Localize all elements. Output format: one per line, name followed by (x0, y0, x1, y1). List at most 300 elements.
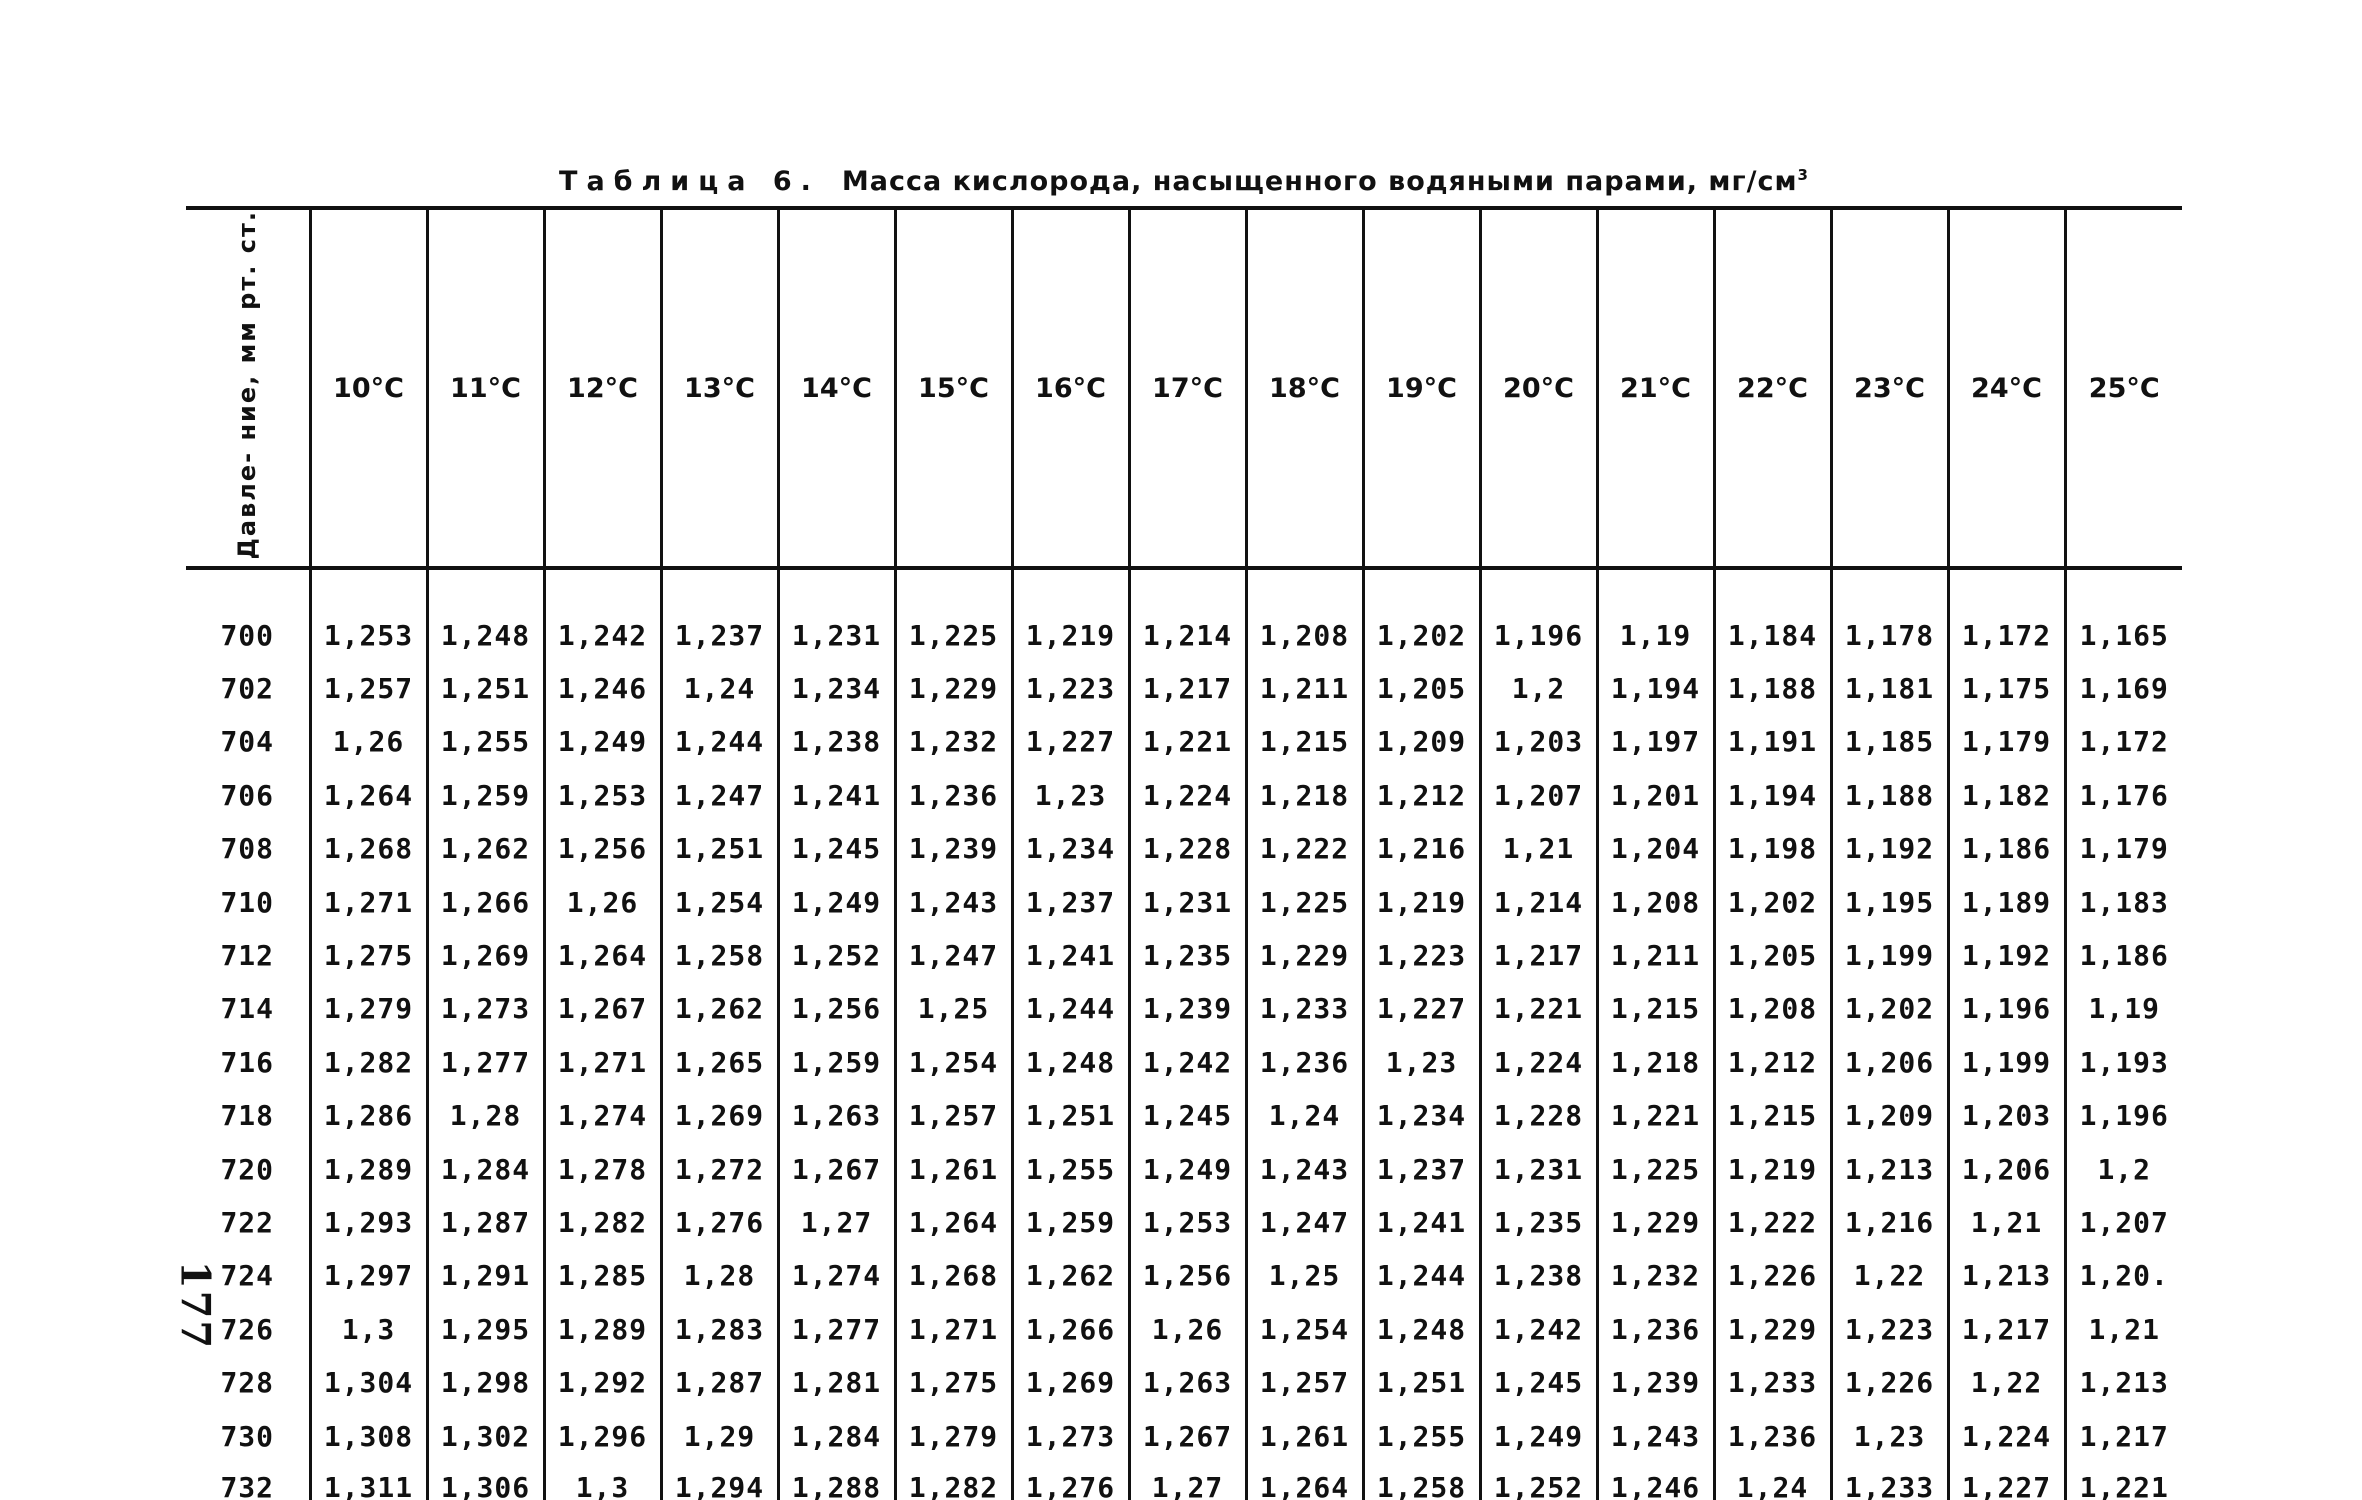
table-row (186, 982, 2182, 1035)
mass-value-cell: 1,259 (1012, 1196, 1129, 1249)
mass-value-cell: 1,244 (661, 715, 778, 768)
pressure-cell: 708 (220, 832, 275, 866)
mass-value-cell: 1,188 (1714, 662, 1831, 715)
mass-value-cell: 1,292 (544, 1356, 661, 1409)
mass-value-cell: 1,231 (1480, 1142, 1597, 1195)
mass-value-cell: 1,172 (1948, 608, 2065, 661)
mass-value-cell: 1,208 (1714, 982, 1831, 1035)
mass-value-cell: 1,217 (2065, 1409, 2182, 1462)
mass-value-cell: 1,256 (778, 982, 895, 1035)
mass-value-cell: 1,276 (661, 1196, 778, 1249)
mass-value-cell: 1,265 (661, 1036, 778, 1089)
mass-value-cell: 1,234 (778, 662, 895, 715)
mass-value-cell: 1,225 (1246, 875, 1363, 928)
mass-value-cell: 1,183 (2065, 875, 2182, 928)
mass-value-cell: 1,283 (661, 1303, 778, 1356)
mass-value-cell: 1,188 (1831, 769, 1948, 822)
mass-value-cell: 1,242 (1480, 1303, 1597, 1356)
mass-value-cell: 1,222 (1246, 822, 1363, 875)
mass-value-cell: 1,255 (427, 715, 544, 768)
mass-value-cell: 1,194 (1597, 662, 1714, 715)
table-row (186, 1356, 2182, 1409)
oxygen-mass-table (186, 206, 2182, 1500)
mass-value-cell: 1,258 (661, 929, 778, 982)
mass-value-cell: 1,248 (427, 608, 544, 661)
mass-value-cell: 1,205 (1363, 662, 1480, 715)
mass-value-cell: 1,185 (1831, 715, 1948, 768)
mass-value-cell: 1,226 (1831, 1356, 1948, 1409)
mass-value-cell: 1,184 (1714, 608, 1831, 661)
mass-value-cell: 1,277 (778, 1303, 895, 1356)
mass-value-cell: 1,251 (1012, 1089, 1129, 1142)
mass-value-cell: 1,22 (1831, 1249, 1948, 1302)
mass-value-cell: 1,211 (1597, 929, 1714, 982)
mass-value-cell: 1,291 (427, 1249, 544, 1302)
mass-value-cell: 1,202 (1714, 875, 1831, 928)
mass-value-cell: 1,27 (778, 1196, 895, 1249)
pressure-cell: 710 (220, 885, 275, 919)
mass-value-cell: 1,213 (1948, 1249, 2065, 1302)
table-row (186, 822, 2182, 875)
mass-value-cell: 1,249 (1480, 1409, 1597, 1462)
pressure-cell: 712 (220, 939, 275, 973)
table-row (186, 769, 2182, 822)
mass-value-cell: 1,252 (778, 929, 895, 982)
mass-value-cell: 1,241 (778, 769, 895, 822)
mass-value-cell: 1,24 (661, 662, 778, 715)
mass-value-cell: 1,246 (544, 662, 661, 715)
mass-value-cell: 1,169 (2065, 662, 2182, 715)
mass-value-cell: 1,258 (1363, 1463, 1480, 1500)
mass-value-cell: 1,229 (895, 662, 1012, 715)
mass-value-cell: 1,199 (1948, 1036, 2065, 1089)
pressure-cell: 726 (220, 1312, 275, 1346)
mass-value-cell: 1,231 (778, 608, 895, 661)
mass-value-cell: 1,196 (2065, 1089, 2182, 1142)
page-number: 177 (171, 1260, 219, 1351)
mass-value-cell: 1,217 (1129, 662, 1246, 715)
table-row (186, 662, 2182, 715)
mass-value-cell: 1,223 (1363, 929, 1480, 982)
pressure-cell: 722 (220, 1205, 275, 1239)
mass-value-cell: 1,204 (1597, 822, 1714, 875)
table-row (186, 1089, 2182, 1142)
mass-value-cell: 1,232 (895, 715, 1012, 768)
mass-value-cell: 1,234 (1012, 822, 1129, 875)
mass-value-cell: 1,233 (1714, 1356, 1831, 1409)
mass-value-cell: 1,26 (1129, 1303, 1246, 1356)
pressure-cell: 720 (220, 1152, 275, 1186)
mass-value-cell: 1,212 (1363, 769, 1480, 822)
temperature-header: 21°C (1597, 208, 1714, 568)
mass-value-cell: 1,253 (310, 608, 427, 661)
pressure-cell: 718 (220, 1099, 275, 1133)
mass-value-cell: 1,248 (1012, 1036, 1129, 1089)
pressure-cell: 716 (220, 1045, 275, 1079)
mass-value-cell: 1,206 (1948, 1142, 2065, 1195)
mass-value-cell: 1,197 (1597, 715, 1714, 768)
mass-value-cell: 1,218 (1246, 769, 1363, 822)
pressure-cell: 724 (220, 1259, 275, 1293)
pressure-header-label: Давле- ние, мм рт. ст. (232, 210, 261, 560)
mass-value-cell: 1,3 (544, 1463, 661, 1500)
mass-value-cell: 1,238 (778, 715, 895, 768)
mass-value-cell: 1,175 (1948, 662, 2065, 715)
mass-value-cell: 1,243 (1246, 1142, 1363, 1195)
mass-value-cell: 1,214 (1480, 875, 1597, 928)
mass-value-cell: 1,297 (310, 1249, 427, 1302)
pressure-cell: 728 (220, 1366, 275, 1400)
mass-value-cell: 1,233 (1831, 1463, 1948, 1500)
mass-value-cell: 1,203 (1948, 1089, 2065, 1142)
mass-value-cell: 1,243 (1597, 1409, 1714, 1462)
mass-value-cell: 1,215 (1714, 1089, 1831, 1142)
mass-value-cell: 1,274 (778, 1249, 895, 1302)
mass-value-cell: 1,263 (1129, 1356, 1246, 1409)
mass-value-cell: 1,199 (1831, 929, 1948, 982)
mass-value-cell: 1,216 (1831, 1196, 1948, 1249)
mass-value-cell: 1,272 (661, 1142, 778, 1195)
mass-value-cell: 1,279 (895, 1409, 1012, 1462)
mass-value-cell: 1,262 (1012, 1249, 1129, 1302)
mass-value-cell: 1,213 (1831, 1142, 1948, 1195)
mass-value-cell: 1,266 (427, 875, 544, 928)
mass-value-cell: 1,247 (661, 769, 778, 822)
mass-value-cell: 1,267 (1129, 1409, 1246, 1462)
mass-value-cell: 1,256 (544, 822, 661, 875)
mass-value-cell: 1,198 (1714, 822, 1831, 875)
mass-value-cell: 1,207 (2065, 1196, 2182, 1249)
mass-value-cell: 1,295 (427, 1303, 544, 1356)
mass-value-cell: 1,25 (1246, 1249, 1363, 1302)
mass-value-cell: 1,247 (895, 929, 1012, 982)
mass-value-cell: 1,186 (2065, 929, 2182, 982)
header-row (186, 208, 2182, 568)
mass-value-cell: 1,215 (1246, 715, 1363, 768)
mass-value-cell: 1,288 (778, 1463, 895, 1500)
mass-value-cell: 1,274 (544, 1089, 661, 1142)
table-row (186, 929, 2182, 982)
mass-value-cell: 1,267 (544, 982, 661, 1035)
mass-value-cell: 1,221 (1480, 982, 1597, 1035)
mass-value-cell: 1,259 (427, 769, 544, 822)
mass-value-cell: 1,255 (1012, 1142, 1129, 1195)
mass-value-cell: 1,202 (1831, 982, 1948, 1035)
mass-value-cell: 1,237 (1363, 1142, 1480, 1195)
mass-value-cell: 1,209 (1363, 715, 1480, 768)
mass-value-cell: 1,276 (1012, 1463, 1129, 1500)
temperature-header: 13°C (661, 208, 778, 568)
mass-value-cell: 1,172 (2065, 715, 2182, 768)
mass-value-cell: 1,3 (310, 1303, 427, 1356)
mass-value-cell: 1,225 (895, 608, 1012, 661)
mass-value-cell: 1,224 (1129, 769, 1246, 822)
mass-value-cell: 1,257 (1246, 1356, 1363, 1409)
mass-value-cell: 1,249 (778, 875, 895, 928)
table-row (186, 1409, 2182, 1462)
mass-value-cell: 1,23 (1831, 1409, 1948, 1462)
mass-value-cell: 1,19 (2065, 982, 2182, 1035)
mass-value-cell: 1,236 (1597, 1303, 1714, 1356)
mass-value-cell: 1,275 (895, 1356, 1012, 1409)
mass-value-cell: 1,232 (1597, 1249, 1714, 1302)
mass-value-cell: 1,245 (778, 822, 895, 875)
mass-value-cell: 1,241 (1012, 929, 1129, 982)
mass-value-cell: 1,219 (1714, 1142, 1831, 1195)
table-body (186, 568, 2182, 1500)
pressure-cell: 702 (220, 672, 275, 706)
mass-value-cell: 1,254 (661, 875, 778, 928)
mass-value-cell: 1,29 (661, 1409, 778, 1462)
mass-value-cell: 1,273 (1012, 1409, 1129, 1462)
mass-value-cell: 1,248 (1363, 1303, 1480, 1356)
mass-value-cell: 1,229 (1246, 929, 1363, 982)
temperature-header: 19°C (1363, 208, 1480, 568)
mass-value-cell: 1,269 (661, 1089, 778, 1142)
mass-value-cell: 1,227 (1012, 715, 1129, 768)
mass-value-cell: 1,28 (661, 1249, 778, 1302)
mass-value-cell: 1,21 (1480, 822, 1597, 875)
mass-value-cell: 1,253 (544, 769, 661, 822)
table-row (186, 1036, 2182, 1089)
mass-value-cell: 1,278 (544, 1142, 661, 1195)
pressure-cell: 714 (220, 992, 275, 1026)
mass-value-cell: 1,264 (310, 769, 427, 822)
temperature-header: 18°C (1246, 208, 1363, 568)
mass-value-cell: 1,221 (1597, 1089, 1714, 1142)
mass-value-cell: 1,239 (1129, 982, 1246, 1035)
mass-value-cell: 1,237 (1012, 875, 1129, 928)
mass-value-cell: 1,284 (427, 1142, 544, 1195)
mass-value-cell: 1,22 (1948, 1356, 2065, 1409)
mass-value-cell: 1,251 (427, 662, 544, 715)
mass-value-cell: 1,221 (1129, 715, 1246, 768)
mass-value-cell: 1,208 (1597, 875, 1714, 928)
mass-value-cell: 1,192 (1948, 929, 2065, 982)
mass-value-cell: 1,27 (1129, 1463, 1246, 1500)
mass-value-cell: 1,23 (1012, 769, 1129, 822)
mass-value-cell: 1,269 (427, 929, 544, 982)
mass-value-cell: 1,236 (895, 769, 1012, 822)
table-title (186, 166, 2182, 197)
mass-value-cell: 1,223 (1012, 662, 1129, 715)
mass-value-cell: 1,304 (310, 1356, 427, 1409)
mass-value-cell: 1,239 (895, 822, 1012, 875)
mass-value-cell: 1,228 (1480, 1089, 1597, 1142)
mass-value-cell: 1,25 (895, 982, 1012, 1035)
mass-value-cell: 1,201 (1597, 769, 1714, 822)
table-caption: Масса кислорода, насыщенного водяными парами, мг/см (841, 166, 1798, 197)
mass-value-cell: 1,246 (1597, 1463, 1714, 1500)
mass-value-cell: 1,262 (661, 982, 778, 1035)
mass-value-cell: 1,229 (1714, 1303, 1831, 1356)
mass-value-cell: 1,24 (1714, 1463, 1831, 1500)
table-row (186, 1196, 2182, 1249)
mass-value-cell: 1,282 (544, 1196, 661, 1249)
mass-value-cell: 1,224 (1948, 1409, 2065, 1462)
mass-value-cell: 1,219 (1012, 608, 1129, 661)
mass-value-cell: 1,289 (310, 1142, 427, 1195)
mass-value-cell: 1,308 (310, 1409, 427, 1462)
mass-value-cell: 1,281 (778, 1356, 895, 1409)
mass-value-cell: 1,20. (2065, 1249, 2182, 1302)
mass-value-cell: 1,277 (427, 1036, 544, 1089)
mass-value-cell: 1,253 (1129, 1196, 1246, 1249)
pressure-cell: 700 (220, 618, 275, 652)
mass-value-cell: 1,264 (895, 1196, 1012, 1249)
mass-value-cell: 1,245 (1480, 1356, 1597, 1409)
mass-value-cell: 1,302 (427, 1409, 544, 1462)
mass-value-cell: 1,178 (1831, 608, 1948, 661)
mass-value-cell: 1,254 (895, 1036, 1012, 1089)
mass-value-cell: 1,235 (1480, 1196, 1597, 1249)
temperature-header: 23°C (1831, 208, 1948, 568)
mass-value-cell: 1,165 (2065, 608, 2182, 661)
mass-value-cell: 1,2 (1480, 662, 1597, 715)
mass-value-cell: 1,286 (310, 1089, 427, 1142)
mass-value-cell: 1,179 (1948, 715, 2065, 768)
mass-value-cell: 1,244 (1012, 982, 1129, 1035)
mass-value-cell: 1,239 (1597, 1356, 1714, 1409)
mass-value-cell: 1,203 (1480, 715, 1597, 768)
mass-value-cell: 1,257 (310, 662, 427, 715)
mass-value-cell: 1,218 (1597, 1036, 1714, 1089)
pressure-cell: 706 (220, 778, 275, 812)
mass-value-cell: 1,24 (1246, 1089, 1363, 1142)
mass-value-cell: 1,23 (1363, 1036, 1480, 1089)
mass-value-cell: 1,241 (1363, 1196, 1480, 1249)
mass-value-cell: 1,255 (1363, 1409, 1480, 1462)
mass-value-cell: 1,207 (1480, 769, 1597, 822)
mass-value-cell: 1,289 (544, 1303, 661, 1356)
mass-value-cell: 1,275 (310, 929, 427, 982)
mass-value-cell: 1,269 (1012, 1356, 1129, 1409)
mass-value-cell: 1,242 (544, 608, 661, 661)
mass-value-cell: 1,261 (1246, 1409, 1363, 1462)
mass-value-cell: 1,284 (778, 1409, 895, 1462)
mass-value-cell: 1,279 (310, 982, 427, 1035)
mass-value-cell: 1,181 (1831, 662, 1948, 715)
mass-value-cell: 1,208 (1246, 608, 1363, 661)
mass-value-cell: 1,215 (1597, 982, 1714, 1035)
mass-value-cell: 1,245 (1129, 1089, 1246, 1142)
mass-value-cell: 1,298 (427, 1356, 544, 1409)
mass-value-cell: 1,282 (310, 1036, 427, 1089)
mass-value-cell: 1,282 (895, 1463, 1012, 1500)
mass-value-cell: 1,176 (2065, 769, 2182, 822)
mass-value-cell: 1,264 (544, 929, 661, 982)
temperature-header: 22°C (1714, 208, 1831, 568)
mass-value-cell: 1,209 (1831, 1089, 1948, 1142)
mass-value-cell: 1,254 (1246, 1303, 1363, 1356)
mass-value-cell: 1,238 (1480, 1249, 1597, 1302)
table-label: Таблица 6. (559, 166, 820, 197)
mass-value-cell: 1,196 (1948, 982, 2065, 1035)
mass-value-cell: 1,213 (2065, 1356, 2182, 1409)
mass-value-cell: 1,233 (1246, 982, 1363, 1035)
temperature-header: 15°C (895, 208, 1012, 568)
mass-value-cell: 1,267 (778, 1142, 895, 1195)
mass-value-cell: 1,287 (427, 1196, 544, 1249)
mass-value-cell: 1,212 (1714, 1036, 1831, 1089)
mass-value-cell: 1,21 (2065, 1303, 2182, 1356)
mass-value-cell: 1,2 (2065, 1142, 2182, 1195)
mass-value-cell: 1,226 (1714, 1249, 1831, 1302)
mass-value-cell: 1,264 (1246, 1463, 1363, 1500)
mass-value-cell: 1,273 (427, 982, 544, 1035)
mass-value-cell: 1,266 (1012, 1303, 1129, 1356)
mass-value-cell: 1,227 (1363, 982, 1480, 1035)
mass-value-cell: 1,306 (427, 1463, 544, 1500)
mass-value-cell: 1,229 (1597, 1196, 1714, 1249)
mass-value-cell: 1,236 (1246, 1036, 1363, 1089)
mass-value-cell: 1,192 (1831, 822, 1948, 875)
mass-value-cell: 1,268 (895, 1249, 1012, 1302)
mass-value-cell: 1,221 (2065, 1463, 2182, 1500)
temperature-header: 17°C (1129, 208, 1246, 568)
mass-value-cell: 1,296 (544, 1409, 661, 1462)
mass-value-cell: 1,219 (1363, 875, 1480, 928)
mass-value-cell: 1,311 (310, 1463, 427, 1500)
mass-value-cell: 1,206 (1831, 1036, 1948, 1089)
mass-value-cell: 1,294 (661, 1463, 778, 1500)
mass-value-cell: 1,259 (778, 1036, 895, 1089)
mass-value-cell: 1,179 (2065, 822, 2182, 875)
mass-value-cell: 1,224 (1480, 1036, 1597, 1089)
mass-value-cell: 1,216 (1363, 822, 1480, 875)
mass-value-cell: 1,228 (1129, 822, 1246, 875)
mass-value-cell: 1,252 (1480, 1463, 1597, 1500)
mass-value-cell: 1,26 (544, 875, 661, 928)
mass-value-cell: 1,261 (895, 1142, 1012, 1195)
mass-value-cell: 1,236 (1714, 1409, 1831, 1462)
mass-value-cell: 1,271 (310, 875, 427, 928)
mass-value-cell: 1,225 (1597, 1142, 1714, 1195)
mass-value-cell: 1,21 (1948, 1196, 2065, 1249)
mass-value-cell: 1,217 (1948, 1303, 2065, 1356)
pressure-cell: 730 (220, 1419, 275, 1453)
pressure-cell: 704 (220, 725, 275, 759)
mass-value-cell: 1,262 (427, 822, 544, 875)
mass-value-cell: 1,195 (1831, 875, 1948, 928)
table-row (186, 1249, 2182, 1302)
unit-superscript: 3 (1797, 166, 1809, 184)
mass-value-cell: 1,196 (1480, 608, 1597, 661)
mass-value-cell: 1,244 (1363, 1249, 1480, 1302)
temperature-header: 20°C (1480, 208, 1597, 568)
mass-value-cell: 1,222 (1714, 1196, 1831, 1249)
mass-value-cell: 1,211 (1246, 662, 1363, 715)
mass-value-cell: 1,28 (427, 1089, 544, 1142)
mass-value-cell: 1,251 (1363, 1356, 1480, 1409)
mass-value-cell: 1,182 (1948, 769, 2065, 822)
temperature-header: 12°C (544, 208, 661, 568)
spacer-row (186, 568, 2182, 608)
mass-value-cell: 1,223 (1831, 1303, 1948, 1356)
mass-value-cell: 1,193 (2065, 1036, 2182, 1089)
mass-value-cell: 1,205 (1714, 929, 1831, 982)
mass-value-cell: 1,227 (1948, 1463, 2065, 1500)
table-row (186, 1142, 2182, 1195)
temperature-header: 25°C (2065, 208, 2182, 568)
mass-value-cell: 1,214 (1129, 608, 1246, 661)
mass-value-cell: 1,19 (1597, 608, 1714, 661)
mass-value-cell: 1,256 (1129, 1249, 1246, 1302)
mass-value-cell: 1,271 (895, 1303, 1012, 1356)
table-row (186, 715, 2182, 768)
pressure-cell: 732 (220, 1470, 275, 1500)
mass-value-cell: 1,26 (310, 715, 427, 768)
